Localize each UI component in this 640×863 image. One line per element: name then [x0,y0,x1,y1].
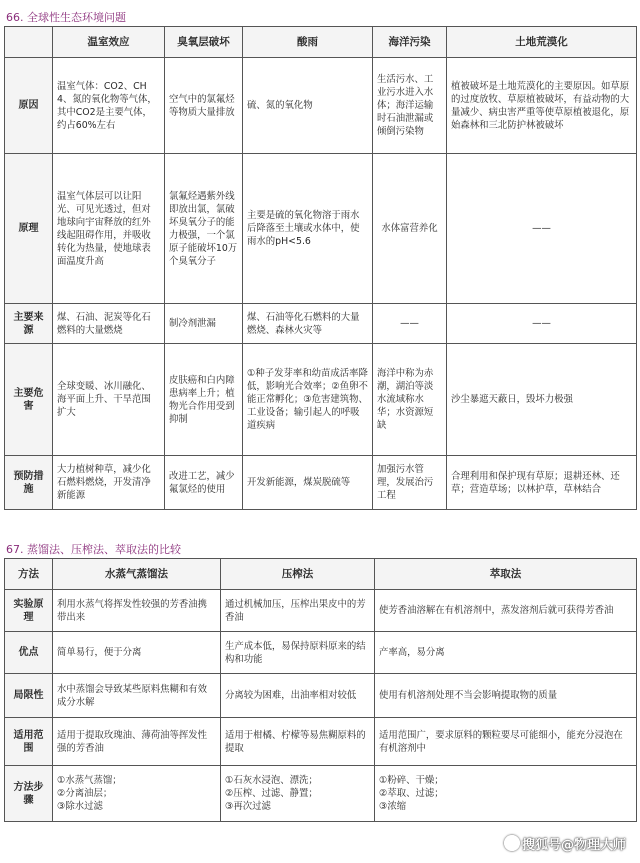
section-title-67: 67. 蒸馏法、压榨法、萃取法的比较 [6,543,181,556]
row-label: 优点 [5,632,53,674]
header-cell [5,27,53,58]
table-cell: 煤、石油等化石燃料的大量燃烧、森林火灾等 [243,304,373,344]
table-row [5,456,637,510]
table-cell: 水中蒸馏会导致某些原料焦糊和有效成分水解 [53,674,221,718]
table-cell: 植被破坏是土地荒漠化的主要原因。如草原的过度放牧、草原植被破坏，有益动物的大量减少、病虫害严重等使草原植被退化，原始森林和三北防护林被破坏 [447,58,637,154]
table-cell: 适用范围广，要求原料的颗粒要尽可能细小，能充分浸泡在有机溶剂中 [375,718,637,766]
table-cell: 制冷剂泄漏 [165,304,243,344]
row-label: 局限性 [5,674,53,718]
table-cell: —— [373,304,447,344]
table-row [5,674,637,718]
table-cell: 沙尘暴遮天蔽日，毁坏力极强 [447,344,637,456]
row-label: 原因 [5,58,53,154]
header-cell: 土地荒漠化 [447,27,637,58]
table-row [5,766,637,822]
table-cell: 使芳香油溶解在有机溶剂中，蒸发溶剂后就可获得芳香油 [375,590,637,632]
header-cell: 酸雨 [243,27,373,58]
row-label: 适用范围 [5,718,53,766]
header-cell: 水蒸气蒸馏法 [53,559,221,590]
table-cell: 生产成本低，易保持原料原来的结构和功能 [221,632,375,674]
table-cell: 温室气体层可以让阳光、可见光透过，但对地球向宇宙释放的红外线起阻碍作用，并吸收转化为热量，使地球表面温度升高 [53,154,165,304]
header-cell: 压榨法 [221,559,375,590]
header-cell: 臭氧层破坏 [165,27,243,58]
table-cell: 产率高，易分离 [375,632,637,674]
table-cell: —— [447,304,637,344]
table-cell: —— [447,154,637,304]
watermark [504,834,626,853]
table-cell: 煤、石油、泥炭等化石燃料的大量燃烧 [53,304,165,344]
table-cell: 皮肤癌和白内障患病率上升；植物光合作用受到抑制 [165,344,243,456]
table-row [5,632,637,674]
table-cell: 主要是硫的氧化物溶于雨水后降落至土壤或水体中，使雨水的pH<5.6 [243,154,373,304]
row-label: 预防措施 [5,456,53,510]
table-cell: 适用于提取玫瑰油、薄荷油等挥发性强的芳香油 [53,718,221,766]
header-cell: 海洋污染 [373,27,447,58]
table-cell: 空气中的氯氟烃等物质大量排放 [165,58,243,154]
table-cell: ①粉碎、干燥； ②萃取、过滤； ③浓缩 [375,766,637,822]
table-row [5,344,637,456]
table-cell: 分离较为困难，出油率相对较低 [221,674,375,718]
row-label: 方法步骤 [5,766,53,822]
table-cell: 开发新能源，煤炭脱硫等 [243,456,373,510]
ecology-problems-table [4,26,637,510]
sohu-logo-icon [504,835,520,851]
table-header-row [5,559,637,590]
table-cell: 生活污水、工业污水进入水体；海洋运输时石油泄漏或倾倒污染物 [373,58,447,154]
row-label: 主要危害 [5,344,53,456]
table-cell: 水体富营养化 [373,154,447,304]
table-row [5,58,637,154]
watermark-text: 搜狐号@物理大师 [521,838,626,853]
section-title-66: 66. 全球性生态环境问题 [6,11,126,24]
table-row [5,154,637,304]
table-cell: 改进工艺，减少氟氯烃的使用 [165,456,243,510]
table-cell: 温室气体：CO2、CH4、氮的氧化物等气体，其中CO2是主要气体，约占60%左右 [53,58,165,154]
row-label: 主要来源 [5,304,53,344]
table-cell: 海洋中称为赤潮，湖泊等淡水流域称水华；水资源短缺 [373,344,447,456]
table-cell: 硫、氮的氧化物 [243,58,373,154]
header-cell: 温室效应 [53,27,165,58]
table-cell: 全球变暖、冰川融化、海平面上升、干旱范围扩大 [53,344,165,456]
table-cell: ①水蒸气蒸馏； ②分离油层； ③除水过滤 [53,766,221,822]
extraction-methods-table [4,558,637,822]
table-row [5,590,637,632]
header-cell: 萃取法 [375,559,637,590]
table-row [5,718,637,766]
header-cell: 方法 [5,559,53,590]
table-cell: 大力植树种草，减少化石燃料燃烧，开发清净新能源 [53,456,165,510]
table-cell: 通过机械加压，压榨出果皮中的芳香油 [221,590,375,632]
table-row [5,304,637,344]
table-cell: ①石灰水浸泡、漂洗； ②压榨、过滤、静置； ③再次过滤 [221,766,375,822]
table-cell: 利用水蒸气将挥发性较强的芳香油携带出来 [53,590,221,632]
table-cell: 氯氟烃遇紫外线即放出氯，氯破坏臭氧分子的能力极强，一个氯原子能破坏10万个臭氧分子 [165,154,243,304]
table-cell: ①种子发芽率和幼苗成活率降低，影响光合效率；②鱼卵不能正常孵化；③危害建筑物、工业设备；输引起人的呼吸道疾病 [243,344,373,456]
table-cell: 使用有机溶剂处理不当会影响提取物的质量 [375,674,637,718]
row-label: 实验原理 [5,590,53,632]
table-header-row [5,27,637,58]
row-label: 原理 [5,154,53,304]
table-cell: 简单易行，便于分离 [53,632,221,674]
table-cell: 合理利用和保护现有草原；退耕还林、还草；营造草场；以林护草，草林结合 [447,456,637,510]
table-cell: 适用于柑橘、柠檬等易焦糊原料的提取 [221,718,375,766]
table-cell: 加强污水管理，发展治污工程 [373,456,447,510]
